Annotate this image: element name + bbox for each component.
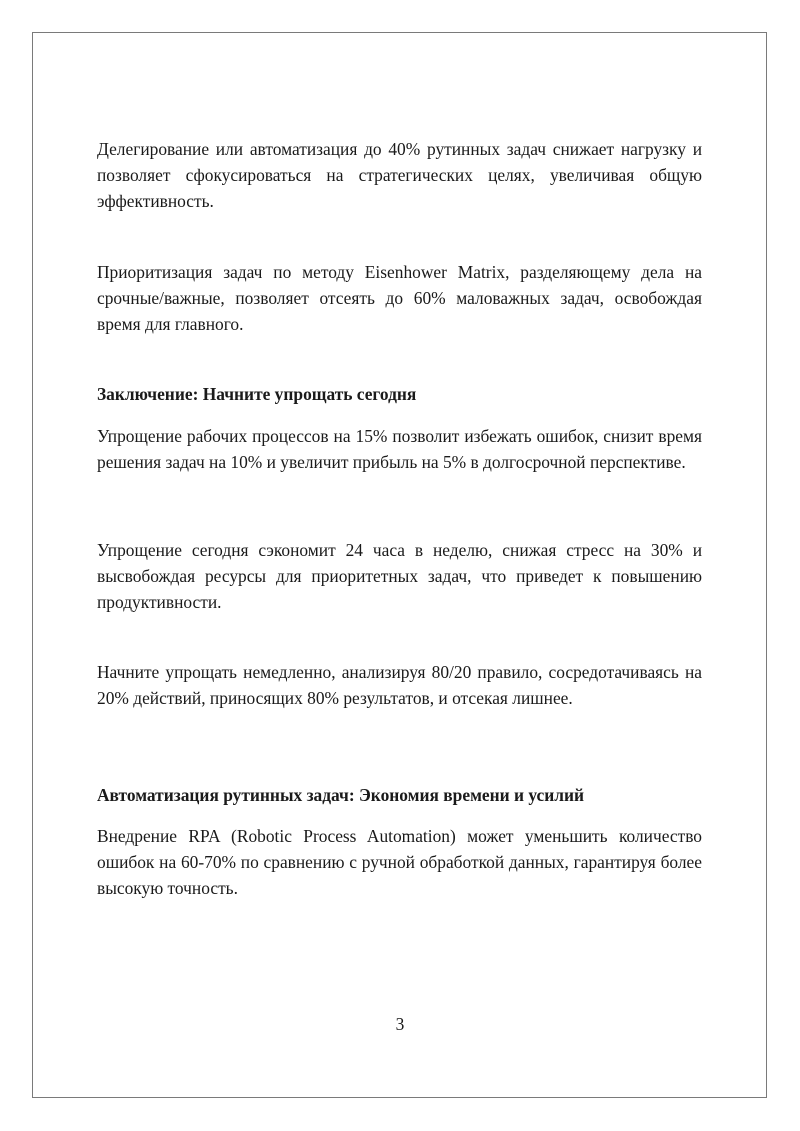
paragraph-eisenhower: Приоритизация задач по методу Eisenhower Matrix, разделяющему дела на срочные/важные, позволяет отсеять до 60% маловажных задач, освобождая время для главного. [97, 262, 702, 334]
paragraph-rpa: Внедрение RPA (Robotic Process Automation) может уменьшить количество ошибок на 60-70% по сравнению с ручной обработкой данных, гарантируя более высокую точность. [97, 826, 702, 898]
paragraph-delegation: Делегирование или автоматизация до 40% рутинных задач снижает нагрузку и позволяет сфокусироваться на стратегических целях, увеличивая общую эффективность. [97, 139, 702, 211]
paragraph-pareto: Начните упрощать немедленно, анализируя 80/20 правило, сосредотачиваясь на 20% действий, приносящих 80% результатов, и отсекая лишнее. [97, 662, 702, 708]
heading-conclusion: Заключение: Начните упрощать сегодня [97, 384, 417, 404]
page-number: 3 [395, 1014, 405, 1034]
paragraph-simplify-15: Упрощение рабочих процессов на 15% позволит избежать ошибок, снизит время решения задач на 10% и увеличит прибыль на 5% в долгосрочной перспективе. [97, 426, 702, 472]
paragraph-save-24: Упрощение сегодня сэкономит 24 часа в неделю, снижая стресс на 30% и высвобождая ресурсы для приоритетных задач, что приведет к повышению продуктивности. [97, 540, 702, 612]
heading-automation: Автоматизация рутинных задач: Экономия времени и усилий [97, 785, 585, 805]
